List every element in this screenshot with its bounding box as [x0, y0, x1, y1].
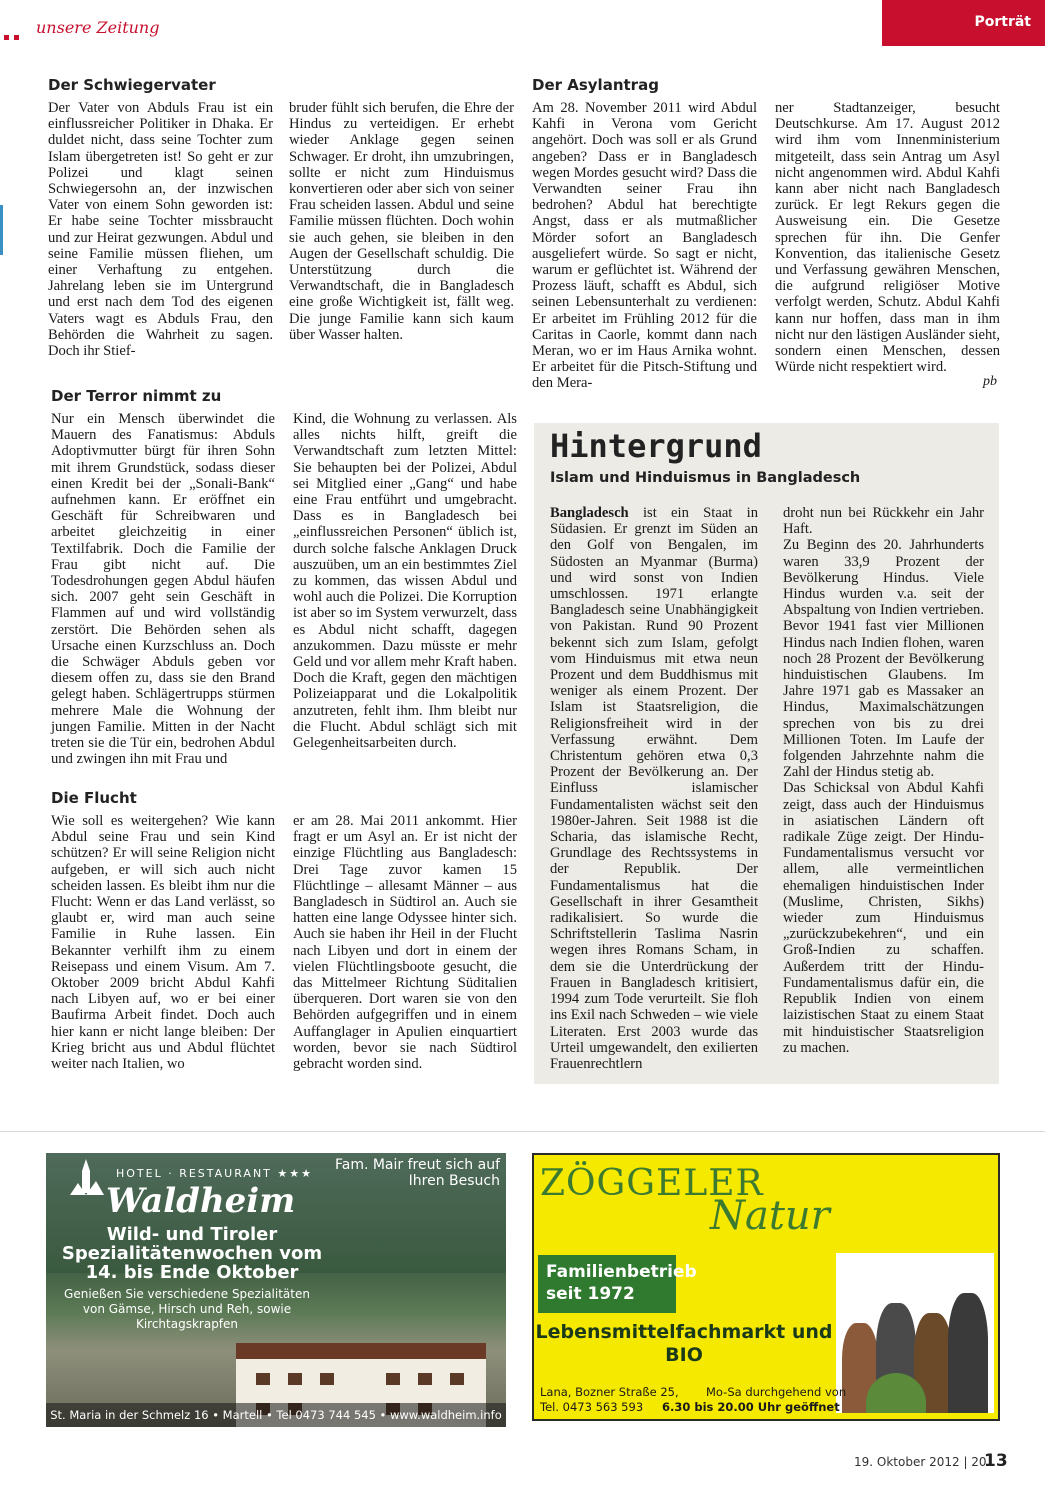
- background-box: [534, 423, 999, 1084]
- background-lead: Bangladesch: [550, 505, 629, 521]
- market-since-badge: Familienbetrieb seit 1972: [538, 1255, 676, 1313]
- market-address: Lana, Bozner Straße 25,: [540, 1385, 679, 1399]
- market-hours: 6.30 bis 20.00 Uhr geöffnet: [662, 1400, 840, 1414]
- page-number: 13: [984, 1451, 1008, 1471]
- background-column: Bangladesch ist ein Staat in Südasien. Er grenzt im Süden an den Golf von Bengalen, im Südosten an Myanmar (Burma) und wird sonst von Indien umschlossen. 1971 erlangte Bangladesch seine Unabhängigkeit von Pakistan. Rund 90 Prozent bekennt sich zum Islam, gefolgt vom Hinduismus mit etwa neun Prozent und dem Buddhismus mit weniger als einem Prozent. Der Islam ist Staatsreligion, die Religionsfreiheit wird in der Verfassung erwähnt. Dem Christentum gehören etwa 0,3 Prozent der Bevölkerung an. Der Einfluss islamischer Fundamentalisten wächst seit den 1980er-Jahren. Seit 1988 ist die Scharia, das islamische Recht, Grundlage des Rechtssystems in der Republik. Der Fundamentalismus hat die Gesellschaft in ihrer Gesamtheit radikalisiert. So wurde die Schriftstellerin Taslima Nasrin wegen ihres Romans Scham, in dem sie die Unterdrückung der Frauen in Bangladesch kritisiert, 1994 zum Tode verurteilt. Sie floh ins Exil nach Schweden – wie viele Literaten. Erst 2003 wurde das Urteil umgewandelt, den exilierten Frauenrechtlern: [550, 505, 758, 1072]
- article-column: bruder fühlt sich berufen, die Ehre der Hindus zu verteidigen. Er erhebt wieder Anklage gegen seinen Schwager. Er droht, ihn umzubringen, sollte er nicht zum Hinduismus konvertieren oder aber sich von seiner Frau scheiden lassen. Abdul und seine Familie müssen flüchten. Doch wohin sie auch gehen, sie bleiben in den Augen der Gesellschaft schuldig. Die Unterstützung durch die Verwandtschaft, die in Bangladesch eine große Wichtigkeit ist, fällt weg. Die junge Familie kann sich kaum über Wasser halten.: [289, 100, 514, 343]
- author-signature: pb: [983, 374, 997, 389]
- section-title-schwiegervater: Der Schwiegervater: [48, 76, 216, 94]
- church-icon: [68, 1157, 104, 1197]
- family-photo: [836, 1253, 994, 1413]
- hotel-advertisement[interactable]: [46, 1153, 506, 1427]
- section-title-terror: Der Terror nimmt zu: [51, 387, 222, 405]
- article-column: Wie soll es weitergehen? Wie kann Abdul seine Frau und sein Kind schützen? Er will seine Religion nicht aufgeben, er will sich auch nicht scheiden lassen. Es bleibt ihm nur die Flucht: Wenn er das Land verlässt, so glaubt er, wird man auch seine Familie in Ruhe lassen. Ein Bekannter verhilft ihm zu einem Reisepass und einem Visum. Am 7. Oktober 2009 bricht Abdul Kahfi nach Libyen auf, wo er bei einer Baufirma Arbeit findet. Doch auch hier kann er nicht lange bleiben: Der Krieg bricht aus und Abdul flüchtet weiter nach Italien, wo: [51, 813, 275, 1073]
- hotel-tagline: HOTEL · RESTAURANT ★★★: [116, 1167, 313, 1180]
- hotel-subline: Genießen Sie verschiedene Spezialitäten von Gämse, Hirsch und Reh, sowie Kirchtagskrapfen: [64, 1287, 310, 1331]
- header-dots: [4, 27, 28, 37]
- hotel-greeting: Fam. Mair freut sich auf Ihren Besuch: [334, 1157, 500, 1189]
- hotel-logo: Waldheim: [106, 1181, 296, 1221]
- article-column: ner Stadtanzeiger, besucht Deutschkurse. Am 17. August 2012 wird ihm vom Innenministerium mitgeteilt, dass sein Antrag um Asyl nicht angenommen wird. Abdul Kahfi kann aber nicht nach Bangladesch zurück. Er legt Rekurs gegen die Ausweisung ein. Die Gesetze sprechen für ihn. Die Genfer Konvention, das italienische Gesetz und Verfassung gewähren Menschen, die aufgrund religiöser Motive verfolgt werden, Schutz. Abdul Kahfi kann nur hoffen, dass man in ihm nicht nur den lästigen Ausländer sieht, sondern einen Menschen, dessen Würde nicht respektiert wird.: [775, 100, 1000, 376]
- section-rubric: Porträt: [882, 0, 1045, 46]
- article-column: Der Vater von Abduls Frau ist ein einflussreicher Politiker in Dhaka. Er duldet nicht, dass seine Tochter zum Islam übergetreten ist! So geht er zur Polizei und klagt seinen Schwiegersohn an, der inzwischen Vater von einem Sohn geworden ist: Er habe seine Tochter missbraucht und zur Heirat gezwungen. Abdul und seine Familie müssen fliehen, um einer Verhaftung zu entgehen. Jahrelang leben sie im Untergrund und erst nach dem Tod des eigenen Vaters wagt es Abduls Frau, den Behörden die Wahrheit zu sagen. Doch ihr Stief-: [48, 100, 273, 360]
- article-column: Am 28. November 2011 wird Abdul Kahfi in Verona vom Gericht angehört. Doch was soll er als Grund angeben? Dass er in Bangladesch wegen Mordes gesucht wird? Dass die Verwandten seiner Frau ihn bedrohen? Abdul hat berechtigte Angst, dass er als mutmaßlicher Mörder sofort an Bangladesch ausgeliefert würde. So sagt er nicht, warum er geflüchtet ist. Während der Prozess läuft, schafft es Abdul, sich seinen Lebensunterhalt zu verdienen: Er arbeitet im Frühling 2012 für die Caritas in Caorle, kommt dann nach Meran, wo er im Haus Arnika wohnt. Er arbeitet für die Pitsch-Stiftung und den Mera-: [532, 100, 757, 392]
- market-description: Lebensmittelfachmarkt und BIO: [535, 1321, 833, 1366]
- page-edge-marker: [0, 205, 3, 255]
- hotel-headline: Wild- und Tiroler Spezialitätenwochen vom 14. bis Ende Oktober: [61, 1224, 323, 1283]
- article-column: Kind, die Wohnung zu verlassen. Als alles nichts hilft, greift die Verwandtschaft zum letzten Mittel: Sie behaupten bei der Polizei, Abdul sei Mitglied einer „Gang“ und habe eine Frau entführt und umgebracht. Dass es in Bangladesch bei „einflussreichen Personen“ üblich ist, durch solche falsche Anklagen Druck auszuüben, um an ein bestimmtes Ziel zu kommen, das wissen Abdul und wohl auch die Polizei. Die Korruption ist aber so im System verwurzelt, dass es Abdul nicht schafft, dagegen anzukommen. Dazu müsste er mehr Geld und vor allem mehr Kraft haben. Doch die Kraft, gegen den mächtigen Polizeiapparat und die Lokalpolitik anzutreten, fehlt ihm. Ihm bleibt nur die Flucht. Abdul schlägt sich mit Gelegenheitsarbeiten durch.: [293, 411, 517, 752]
- section-title-asylantrag: Der Asylantrag: [532, 76, 659, 94]
- publication-logo: unsere Zeitung: [36, 18, 160, 37]
- article-column: Nur ein Mensch überwindet die Mauern des Fanatismus: Abduls Adoptivmutter bürgt für ihren Sohn mit ihrem Grundstück, sodass dieser einen Kredit bei der „Sonali-Bank“ aufnehmen kann. Er eröffnet ein Geschäft für Schreibwaren und arbeitet gleichzeitig in einer Textilfabrik. Doch die Familie der Frau gibt nicht auf. Die Todesdrohungen gegen Abdul häufen sich. 2007 geht sein Geschäft in Flammen auf und wird vollständig zerstört. Die Behörden sehen als Ursache einen Kurzschluss an. Doch die Schwäger Abduls geben vor diesem offen zu, dass sie den Brand gelegt haben. Schlägertrupps stürmen mehrere Male die Wohnung der jungen Familie. Mitten in der Nacht treten sie die Tür ein, bedrohen Abdul und zwingen ihn mit Frau und: [51, 411, 275, 768]
- market-hours-label: Mo-Sa durchgehend von: [706, 1385, 847, 1399]
- background-column: droht nun bei Rückkehr ein Jahr Haft. Zu Beginn des 20. Jahrhunderts waren 33,9 Prozent der Bevölkerung Hindus. Viele Hindus wurden v.a. seit der Abspaltung von Indien vertrieben. Bevor 1941 fast vier Millionen Hindus nach Indien flohen, waren noch 28 Prozent der Bevölkerung hinduistischen Glaubens. Im Jahre 1971 gab es Massaker an Hindus, Maximalschätzungen sprechen von bis zu drei Millionen Toten. Im Laufe der folgenden Jahrzehnte nahm die Zahl der Hindus stetig ab. Das Schicksal von Abdul Kahfi zeigt, dass auch der Hinduismus in asiatischen Ländern oft radikale Züge zeigt. Der Hindu-Fundamentalismus versucht vor allem, alle vermeintlichen ehemaligen hinduistischen Inder (Muslime, Christen, Sikhs) wieder zum Hinduismus „zurückzubekehren“, und ein Groß-Indien zu schaffen. Außerdem tritt der Hindu-Fundamentalismus dafür ein, die Republik Indien von einem laizistischen Staat zu einem Staat mit hinduistischer Staatsreligion zu machen.: [783, 505, 984, 1056]
- ad-divider: [0, 1131, 1045, 1132]
- background-title: Hintergrund: [550, 427, 762, 465]
- issue-date: 19. Oktober 2012 | 20: [854, 1455, 987, 1469]
- hotel-contact: St. Maria in der Schmelz 16 • Martell • Tel 0473 744 545 • www.waldheim.info: [46, 1403, 506, 1427]
- market-phone: Tel. 0473 563 593: [540, 1400, 644, 1414]
- section-title-flucht: Die Flucht: [51, 789, 137, 807]
- background-subtitle: Islam und Hinduismus in Bangladesch: [550, 470, 861, 486]
- market-brand-script: Natur: [710, 1193, 830, 1239]
- article-column: er am 28. Mai 2011 ankommt. Hier fragt er um Asyl an. Er ist nicht der einzige Flüchtling aus Bangladesch: Drei Tage zuvor kamen 15 Flüchtlinge – allesamt Männer – aus Bangladesch in Südtirol an. Auch sie hatten eine lange Odyssee hinter sich. Auch sie haben ihr Heil in der Flucht nach Libyen und dort in einem der vielen Flüchtlingsboote gesucht, die das Mittelmeer Richtung Süditalien überqueren. Dort waren sie von den Behörden aufgegriffen und in einem Auffanglager in Apulien einquartiert worden, bevor sie nach Südtirol gebracht worden sind.: [293, 813, 517, 1073]
- market-brand: ZÖGGELER: [540, 1163, 764, 1204]
- market-advertisement[interactable]: [532, 1153, 1000, 1421]
